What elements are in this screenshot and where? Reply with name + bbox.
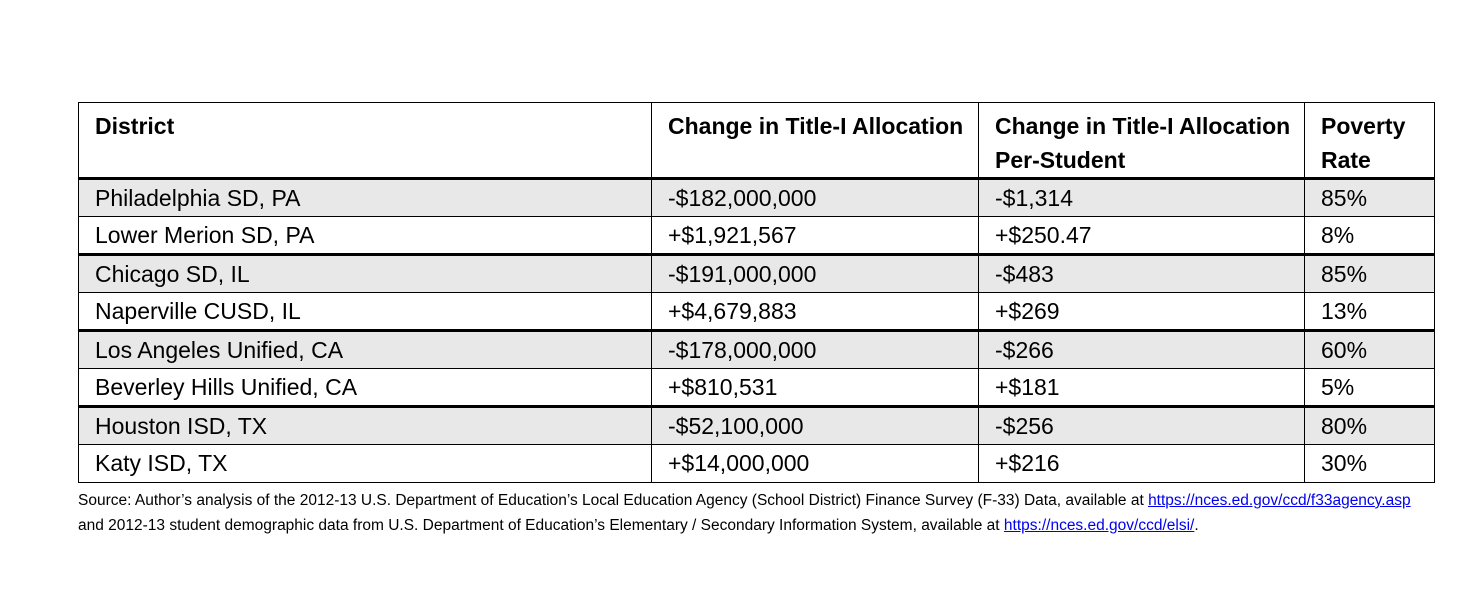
table-row [79, 293, 1435, 331]
source-note [78, 488, 1434, 538]
table-row [79, 331, 1435, 369]
cell-poverty-rate: 30% [1305, 445, 1435, 483]
source-text-2: and 2012-13 student demographic data from U.S. Department of Education’s Elementary / Secondary Information System, available at [78, 517, 1004, 534]
cell-change-per-student: +$181 [979, 369, 1305, 407]
cell-change-allocation: +$810,531 [652, 369, 979, 407]
cell-district: Houston ISD, TX [79, 407, 652, 445]
cell-poverty-rate: 8% [1305, 217, 1435, 255]
f33-data-link[interactable]: https://nces.ed.gov/ccd/f33agency.asp [1148, 492, 1411, 509]
header-change-allocation: Change in Title-I Allocation [652, 103, 979, 179]
cell-district: Katy ISD, TX [79, 445, 652, 483]
cell-district: Chicago SD, IL [79, 255, 652, 293]
cell-change-per-student: -$256 [979, 407, 1305, 445]
elsi-data-link[interactable]: https://nces.ed.gov/ccd/elsi/ [1003, 517, 1195, 534]
cell-change-allocation: -$52,100,000 [652, 407, 979, 445]
cell-district: Philadelphia SD, PA [79, 179, 652, 217]
cell-change-allocation: +$14,000,000 [652, 445, 979, 483]
header-change-per-student: Change in Title-I Allocation Per-Student [979, 103, 1305, 179]
table-header-row [79, 103, 1435, 179]
title-i-allocation-table [78, 102, 1435, 483]
cell-poverty-rate: 5% [1305, 369, 1435, 407]
cell-change-allocation: +$1,921,567 [652, 217, 979, 255]
cell-district: Naperville CUSD, IL [79, 293, 652, 331]
cell-change-allocation: -$191,000,000 [652, 255, 979, 293]
header-district: District [79, 103, 652, 179]
cell-poverty-rate: 60% [1305, 331, 1435, 369]
header-poverty-rate: Poverty Rate [1305, 103, 1435, 179]
table-row [79, 255, 1435, 293]
cell-change-per-student: -$483 [979, 255, 1305, 293]
cell-change-allocation: +$4,679,883 [652, 293, 979, 331]
table-row [79, 407, 1435, 445]
table-row [79, 217, 1435, 255]
cell-change-per-student: -$1,314 [979, 179, 1305, 217]
source-text-1: Source: Author’s analysis of the 2012-13 U.S. Department of Education’s Local Education Agency (School District) Finance Survey (F-33) Data, available at [78, 492, 1149, 509]
source-text-3: . [1194, 517, 1199, 534]
cell-district: Lower Merion SD, PA [79, 217, 652, 255]
cell-change-per-student: +$250.47 [979, 217, 1305, 255]
table-row [79, 179, 1435, 217]
cell-poverty-rate: 85% [1305, 179, 1435, 217]
cell-district: Los Angeles Unified, CA [79, 331, 652, 369]
cell-change-allocation: -$182,000,000 [652, 179, 979, 217]
cell-poverty-rate: 85% [1305, 255, 1435, 293]
cell-change-per-student: +$216 [979, 445, 1305, 483]
cell-change-per-student: -$266 [979, 331, 1305, 369]
document-body [78, 102, 1434, 554]
table-row [79, 369, 1435, 407]
cell-poverty-rate: 80% [1305, 407, 1435, 445]
cell-change-per-student: +$269 [979, 293, 1305, 331]
cell-change-allocation: -$178,000,000 [652, 331, 979, 369]
cell-poverty-rate: 13% [1305, 293, 1435, 331]
table-row [79, 445, 1435, 483]
cell-district: Beverley Hills Unified, CA [79, 369, 652, 407]
